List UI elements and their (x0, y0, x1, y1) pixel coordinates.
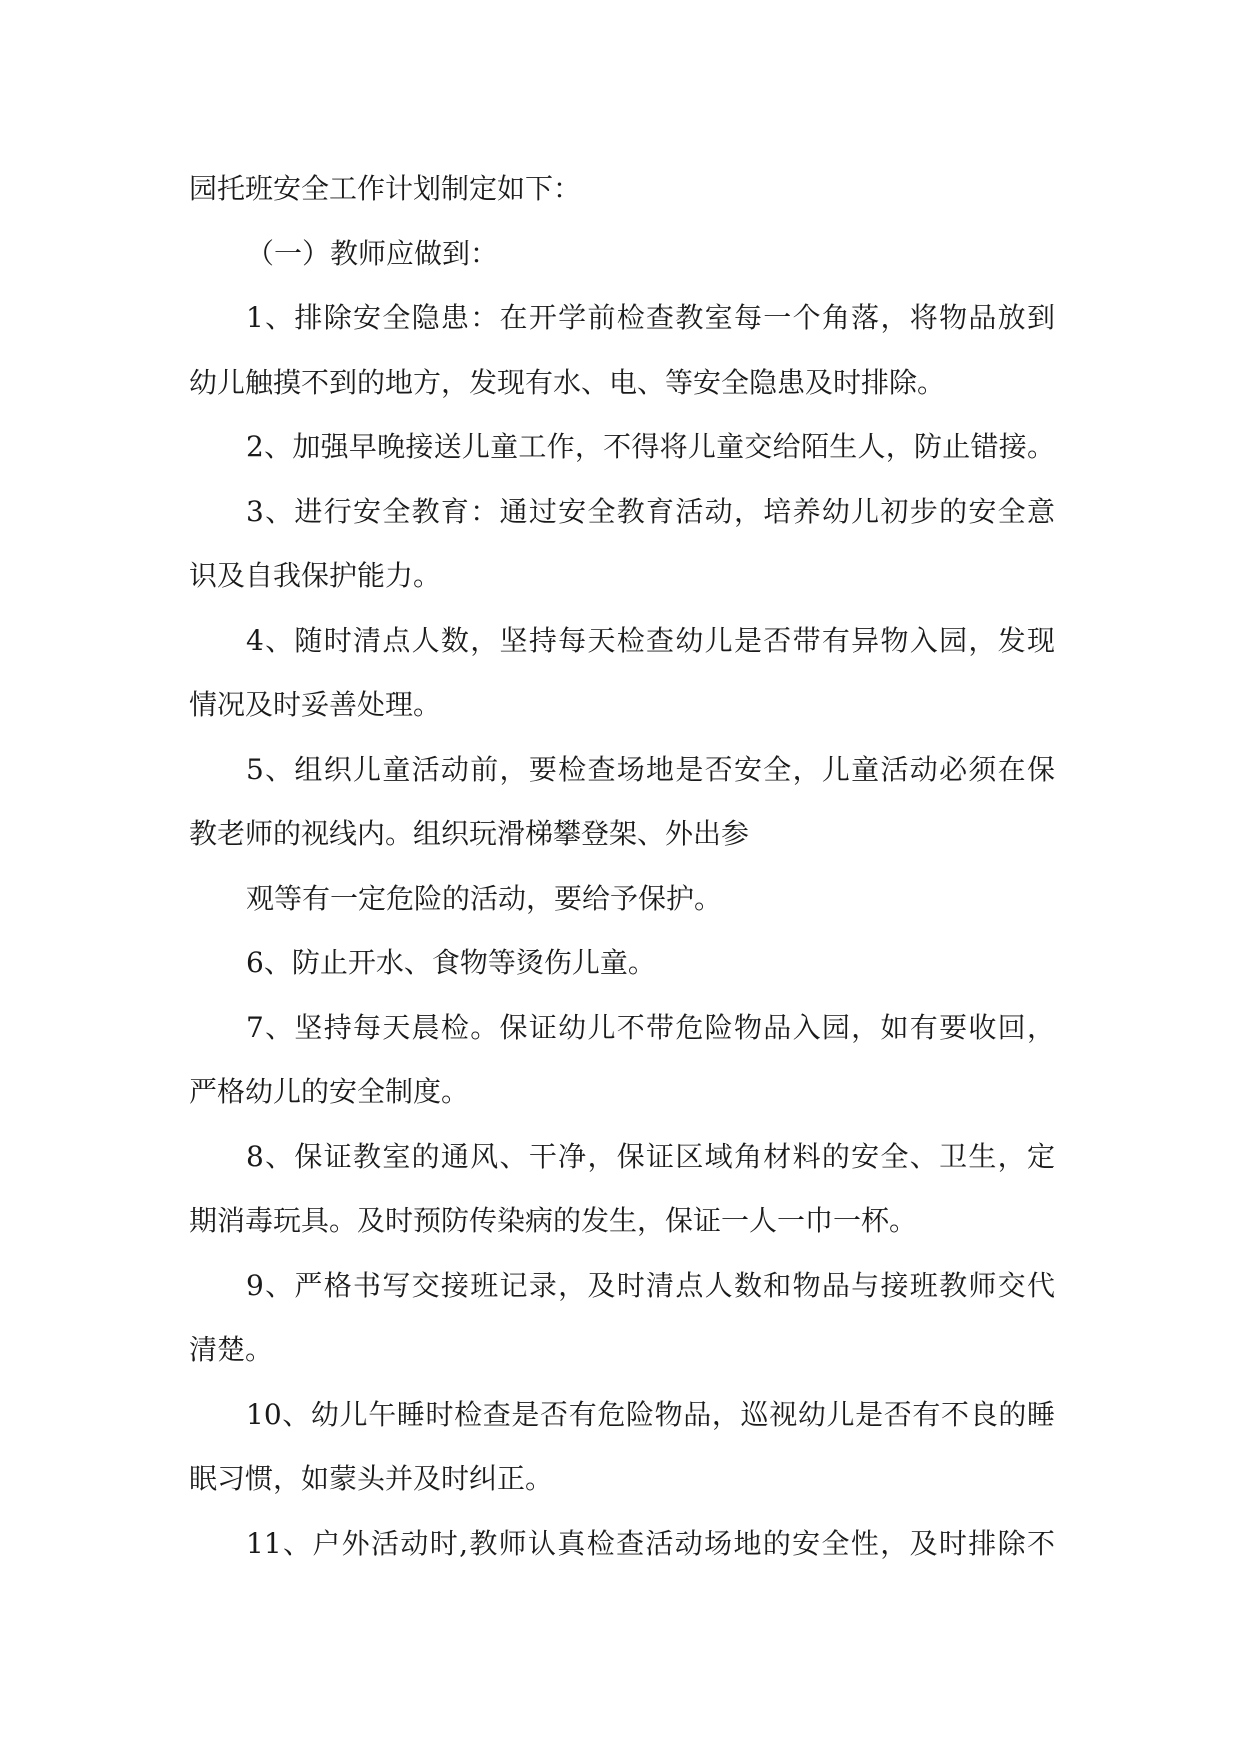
document-line: 1、排除安全隐患：在开学前检查教室每一个角落，将物品放到 (246, 301, 1055, 334)
document-line: 观等有一定危险的活动，要给予保护。 (246, 881, 723, 915)
document-line: 清楚。 (189, 1333, 274, 1366)
document-line: 5、组织儿童活动前，要检查场地是否安全，儿童活动必须在保 (246, 752, 1055, 786)
document-line: 严格幼儿的安全制度。 (189, 1075, 470, 1108)
document-line: 8、保证教室的通风、干净，保证区域角材料的安全、卫生，定 (246, 1139, 1055, 1173)
document-line: 4、随时清点人数，坚持每天检查幼儿是否带有异物入园，发现 (246, 623, 1055, 657)
document-line: 教老师的视线内。组织玩滑梯攀登架、外出参 (189, 817, 750, 850)
document-line: 期消毒玩具。及时预防传染病的发生，保证一人一巾一杯。 (189, 1204, 918, 1237)
document-line: 7、坚持每天晨检。保证幼儿不带危险物品入园，如有要收回， (246, 1010, 1055, 1044)
document-line: 园托班安全工作计划制定如下： (189, 172, 582, 205)
document-line: 情况及时妥善处理。 (189, 688, 442, 721)
document-line: 6、防止开水、食物等烫伤儿童。 (246, 946, 656, 979)
document-line: 2、加强早晚接送儿童工作，不得将儿童交给陌生人，防止错接。 (246, 430, 1055, 463)
document-line: 9、严格书写交接班记录，及时清点人数和物品与接班教师交代 (246, 1268, 1055, 1302)
document-line: 11、户外活动时,教师认真检查活动场地的安全性，及时排除不 (246, 1526, 1055, 1560)
document-line: 幼儿触摸不到的地方，发现有水、电、等安全隐患及时排除。 (189, 365, 946, 399)
document-body (189, 157, 1055, 1576)
document-line: 10、幼儿午睡时检查是否有危险物品，巡视幼儿是否有不良的睡 (246, 1397, 1055, 1431)
document-line: 识及自我保护能力。 (189, 559, 442, 592)
document-line: （一）教师应做到： (246, 236, 499, 270)
document-line: 眠习惯，如蒙头并及时纠正。 (189, 1462, 554, 1495)
document-line: 3、进行安全教育：通过安全教育活动，培养幼儿初步的安全意 (246, 494, 1055, 528)
